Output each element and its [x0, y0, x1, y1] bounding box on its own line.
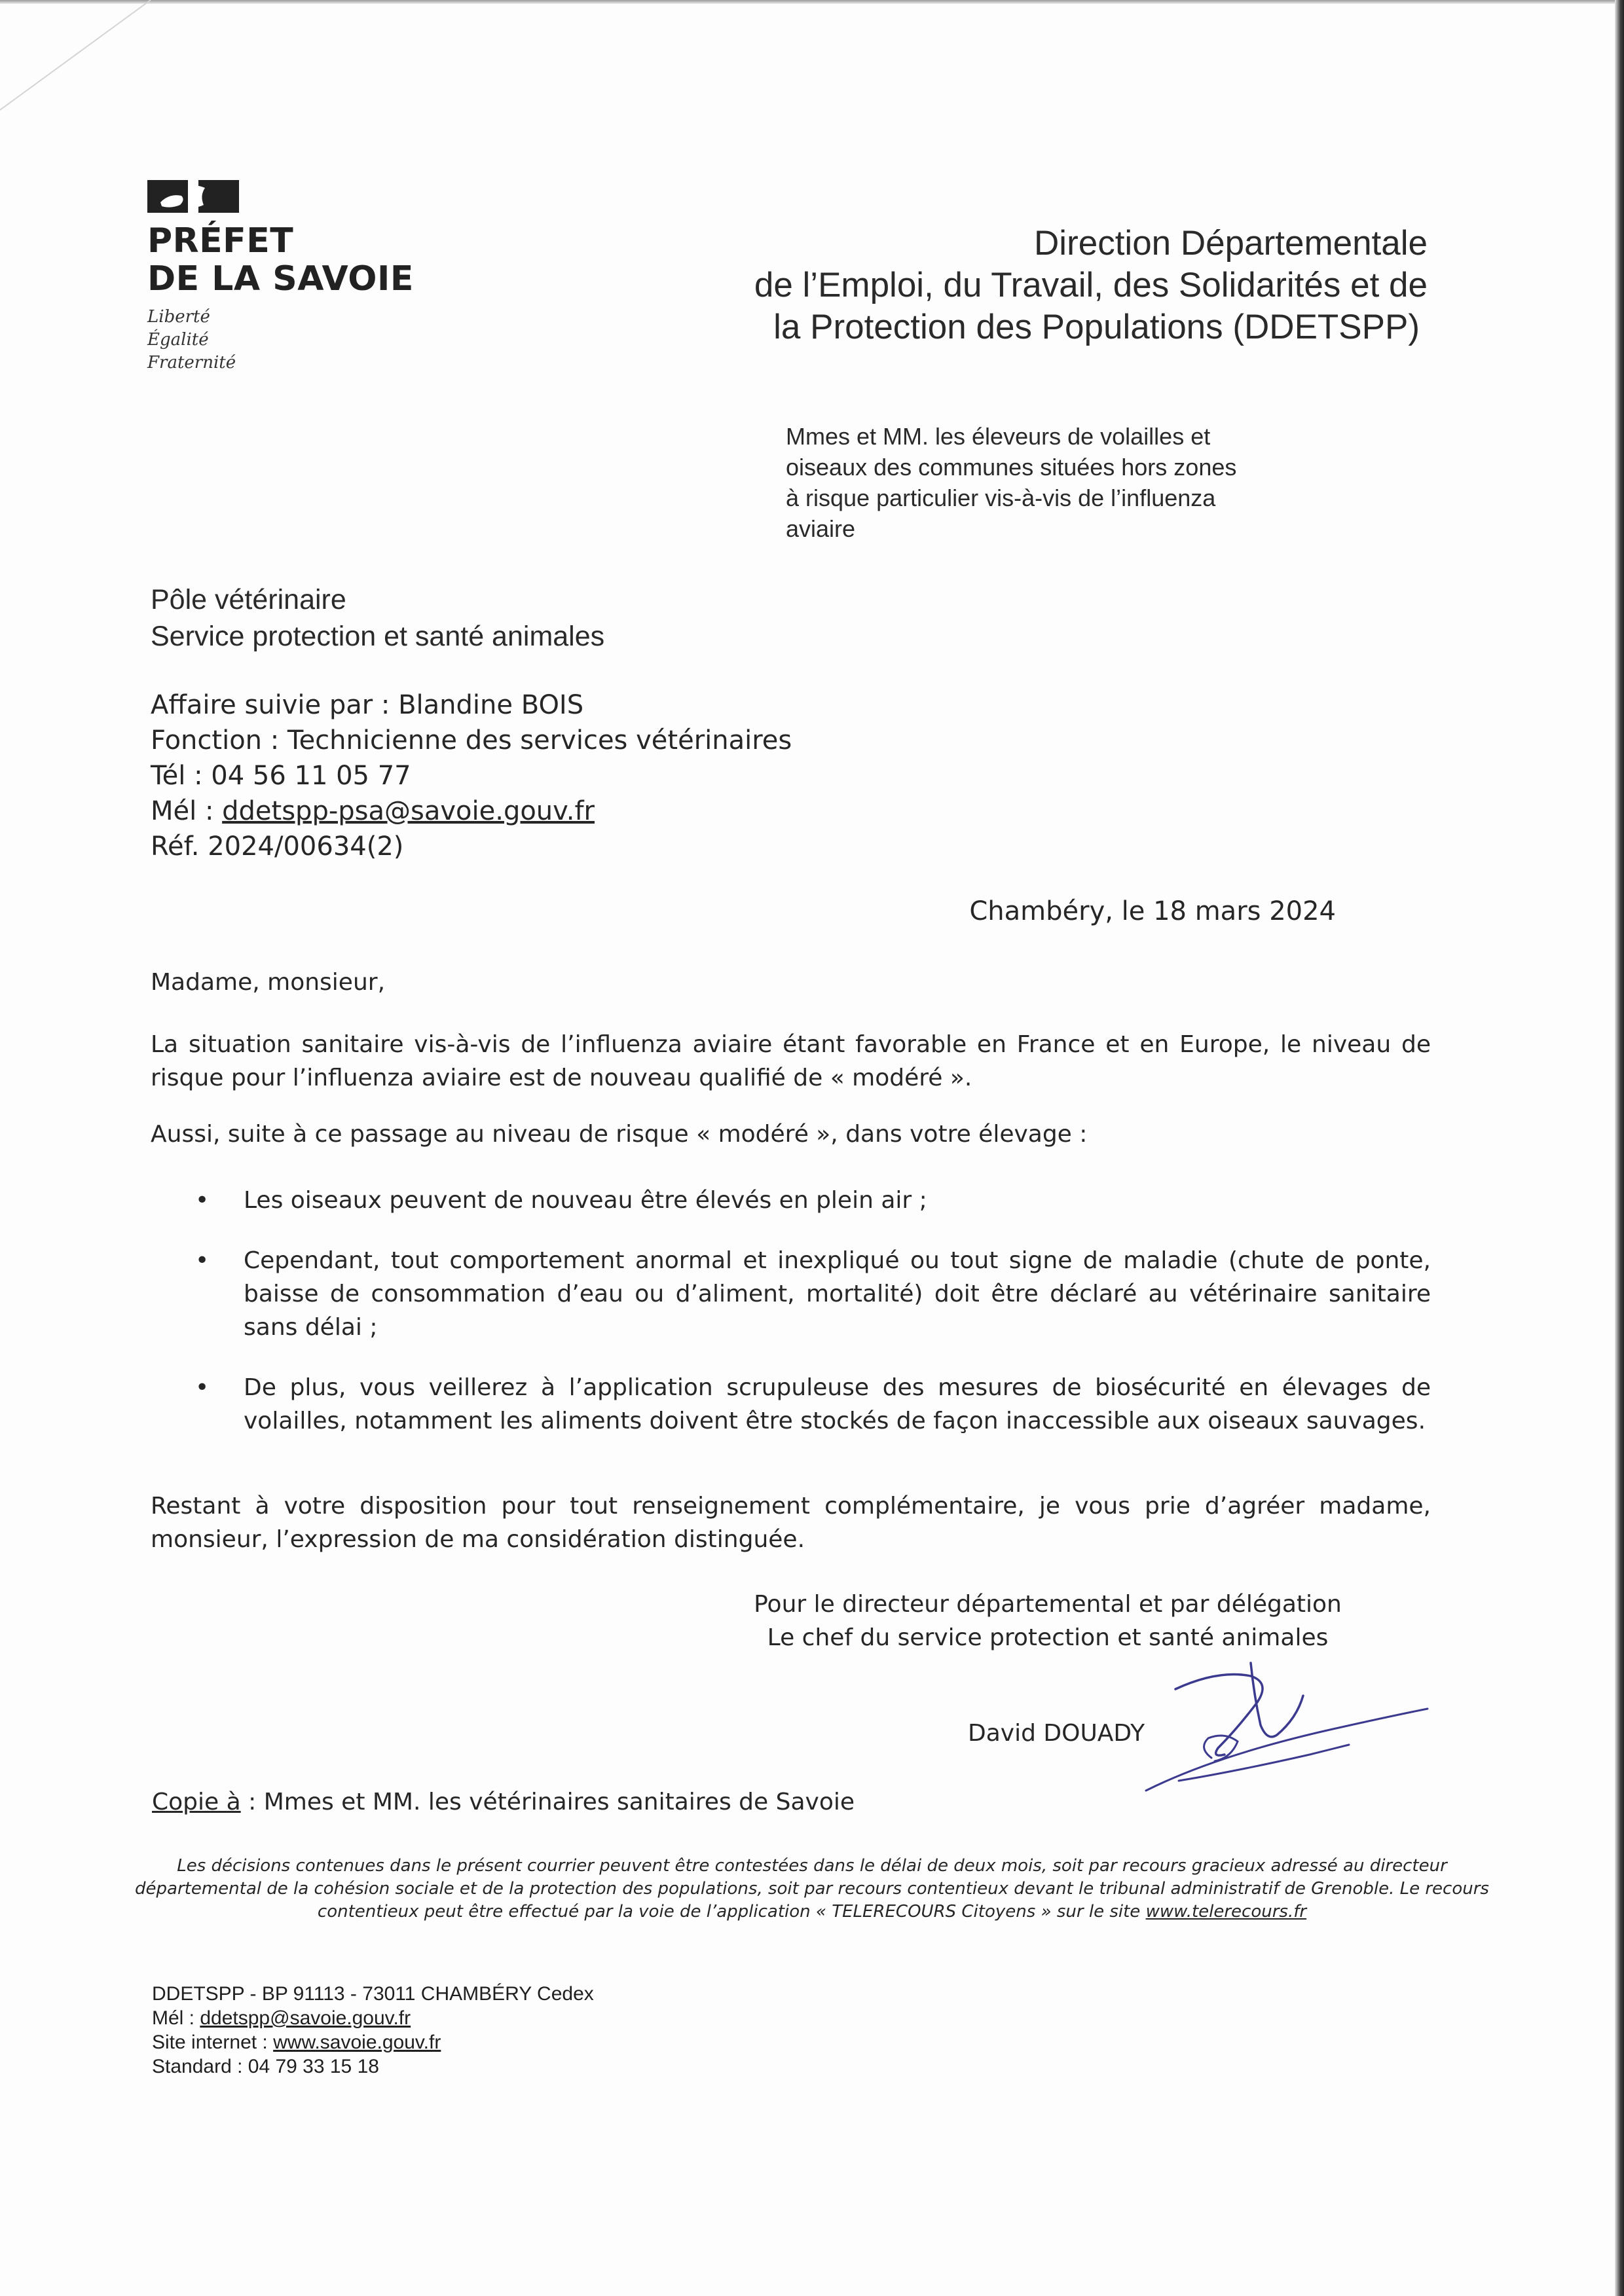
direction-line-1: Direction Départementale: [1034, 224, 1428, 263]
footer-email-link[interactable]: ddetspp@savoie.gouv.fr: [200, 2007, 411, 2029]
prefet-title: PRÉFET: [147, 221, 294, 261]
legal-line-3: [118, 1901, 1506, 1923]
scan-fold-mark: [0, 0, 170, 111]
letter-date: Chambéry, le 18 mars 2024: [969, 896, 1336, 926]
list-item: [151, 1184, 1431, 1217]
copy-recipients: [152, 1785, 855, 1819]
bullet-icon: •: [195, 1187, 210, 1214]
paragraph-consequences: Aussi, suite à ce passage au niveau de risque « modéré », dans votre élevage :: [151, 1121, 1088, 1148]
scan-right-edge: [1615, 0, 1624, 2296]
signature-delegation: Pour le directeur départemental et par délégation: [754, 1591, 1342, 1618]
footer-block: [152, 1982, 594, 2079]
measures-list: [151, 1184, 1431, 1465]
footer-mel: [152, 2006, 594, 2030]
recipient-block: [786, 421, 1310, 544]
prefecture-logo-block: [147, 180, 422, 374]
recipient-line: à risque particulier vis-à-vis de l’influenza: [786, 484, 1216, 511]
recipient-line: Mmes et MM. les éleveurs de volailles et: [786, 423, 1211, 450]
footer-address: DDETSPP - BP 91113 - 73011 CHAMBÉRY Cedex: [152, 1983, 594, 2005]
contact-tel: Tél : 04 56 11 05 77: [151, 761, 411, 791]
marianne-emblem-icon: [147, 180, 239, 213]
service-pole: Pôle vétérinaire: [151, 584, 346, 615]
contact-reference: Réf. 2024/00634(2): [151, 831, 404, 862]
footer-site: [152, 2030, 594, 2054]
footer-mel-label: Mél :: [152, 2007, 200, 2029]
republic-motto: [147, 306, 422, 374]
list-item-text: Les oiseaux peuvent de nouveau être élevés en plein air ;: [244, 1187, 927, 1214]
bullet-icon: •: [195, 1247, 210, 1274]
paragraph-situation: La situation sanitaire vis-à-vis de l’influenza aviaire étant favorable en France et en Europe, le niveau de risque pour l’influenza aviaire est de nouveau qualifié de « modéré ».: [151, 1031, 1431, 1091]
direction-line-2: de l’Emploi, du Travail, des Solidarités et de: [754, 266, 1428, 304]
telerecours-link[interactable]: www.telerecours.fr: [1145, 1902, 1307, 1922]
list-item-text: De plus, vous veillerez à l’application scrupuleuse des mesures de biosécurité en élevages de volailles, notamment les aliments doivent être stockés de façon inaccessible aux oiseaux sauvages.: [244, 1374, 1431, 1434]
list-item-text: Cependant, tout comportement anormal et inexpliqué ou tout signe de maladie (chute de ponte, baisse de consommation d’eau ou d’aliment, mortalité) doit être déclaré au vétérinaire sanitaire sans délai ;: [244, 1247, 1431, 1341]
salutation: Madame, monsieur,: [151, 969, 386, 996]
contact-block: [151, 687, 792, 864]
copy-text: : Mmes et MM. les vétérinaires sanitaires de Savoie: [240, 1789, 855, 1815]
service-name: Service protection et santé animales: [151, 621, 605, 652]
handwritten-signature: [1139, 1656, 1441, 1797]
closing-paragraph: Restant à votre disposition pour tout renseignement complémentaire, je vous prie d’agréer madame, monsieur, l’expression de ma considération distinguée.: [151, 1493, 1431, 1553]
contact-fonction: Fonction : Technicienne des services vétérinaires: [151, 725, 792, 756]
motto-egalite: Égalité: [147, 330, 209, 350]
legal-line-1: Les décisions contenues dans le présent courrier peuvent être contestées dans le délai de deux mois, soit par recours gracieux adressé au directeur: [177, 1856, 1447, 1876]
signature-block: [688, 1588, 1408, 1654]
motto-liberte: Liberté: [147, 307, 210, 327]
legal-line-3-text: contentieux peut être effectué par la voie de l’application « TELERECOURS Citoyens » sur le site: [317, 1902, 1146, 1922]
footer-standard: Standard : 04 79 33 15 18: [152, 2056, 379, 2077]
contact-mel: [151, 793, 792, 829]
footer-site-label: Site internet :: [152, 2032, 274, 2053]
legal-notice: [118, 1855, 1506, 1923]
list-item: [151, 1244, 1431, 1344]
direction-line-3: la Protection des Populations (DDETSPP): [773, 308, 1420, 346]
motto-fraternite: Fraternité: [147, 353, 236, 373]
recipient-line: oiseaux des communes situées hors zones: [786, 454, 1237, 481]
contact-affaire: Affaire suivie par : Blandine BOIS: [151, 690, 584, 720]
signer-name: David DOUADY: [968, 1720, 1145, 1747]
prefet-department: DE LA SAVOIE: [147, 259, 414, 299]
service-block: [151, 581, 604, 655]
legal-line-2: départemental de la cohésion sociale et de la protection des populations, soit par recours contentieux devant le tribunal administratif de Grenoble. Le recours: [135, 1879, 1489, 1899]
recipient-line: aviaire: [786, 515, 856, 542]
signature-role: Le chef du service protection et santé animales: [767, 1624, 1329, 1651]
contact-mel-label: Mél :: [151, 796, 223, 826]
scan-top-edge: [0, 0, 1624, 4]
list-item: [151, 1371, 1431, 1438]
direction-title: [674, 223, 1428, 348]
footer-site-link[interactable]: www.savoie.gouv.fr: [273, 2032, 441, 2053]
contact-email-link[interactable]: ddetspp-psa@savoie.gouv.fr: [222, 796, 595, 826]
copy-label: Copie à: [152, 1789, 241, 1815]
bullet-icon: •: [195, 1374, 210, 1401]
